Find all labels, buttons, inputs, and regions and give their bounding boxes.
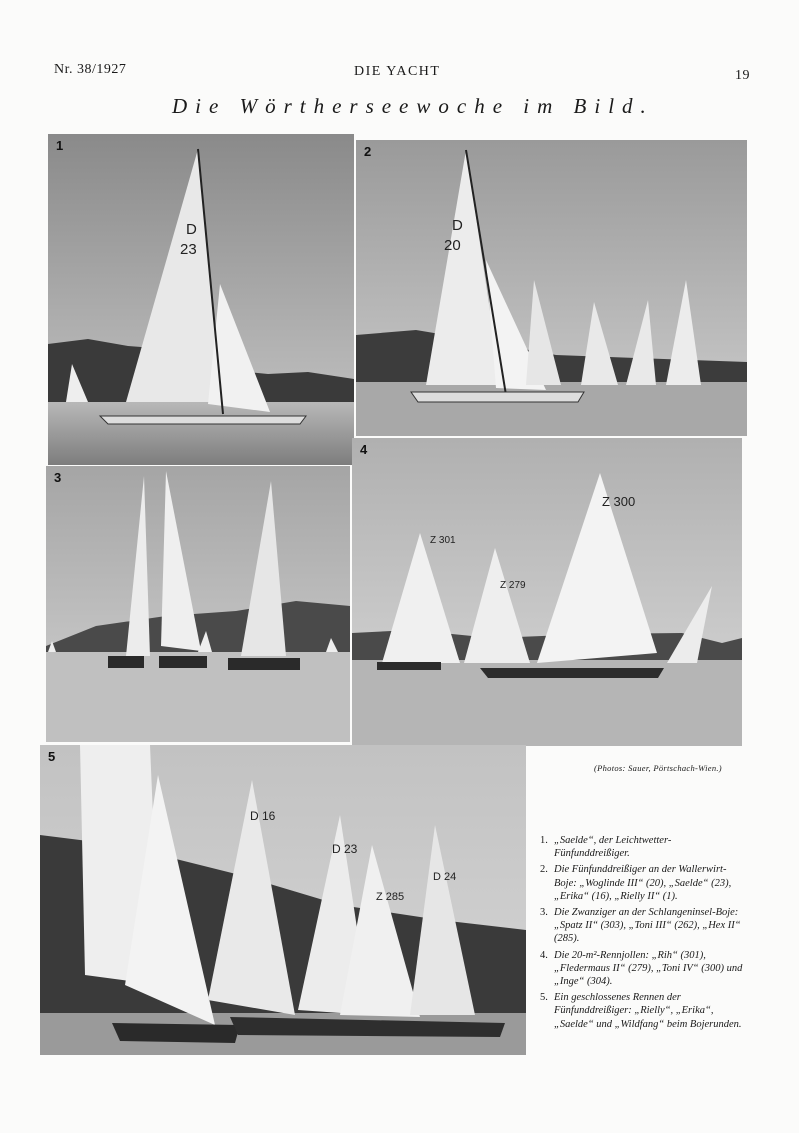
sail-label: D (452, 217, 463, 234)
photo-number: 4 (360, 442, 368, 457)
caption-number: 2. (540, 864, 548, 876)
sail-label: Z 279 (500, 580, 526, 591)
sail-label: Z 285 (376, 891, 405, 903)
caption-item (540, 834, 746, 860)
sail-label: 23 (180, 241, 197, 258)
caption-number: 1. (540, 835, 548, 846)
caption-list (540, 834, 746, 1034)
photo-number: 1 (56, 138, 64, 153)
photo-credit: (Photos: Sauer, Pörtschach-Wien.) (594, 763, 722, 773)
photo-2 (356, 140, 747, 436)
sail-label: 20 (444, 237, 461, 254)
caption-number: 4. (540, 949, 548, 961)
caption-number: 3. (540, 907, 548, 919)
page-number: 19 (735, 68, 750, 83)
photo-3 (46, 466, 350, 742)
photo-number: 3 (54, 470, 62, 485)
caption-text: Die 20-m²-Rennjollen: „Rih“ (301), „Fledermaus II“ (279), „Toni IV“ (300) und „Inge“ (304). (554, 949, 743, 988)
caption-item (540, 949, 746, 989)
caption-text: „Saelde“, der Leichtwetter-Fünfunddreißiger. (554, 835, 672, 860)
page-title: Die Wörtherseewoche im Bild. (172, 94, 654, 118)
photo-5 (40, 745, 526, 1055)
sail-label: D 16 (250, 809, 276, 823)
sail-label: Z 301 (430, 535, 456, 546)
caption-item (540, 991, 746, 1031)
sail-label: D (186, 221, 197, 238)
photo-number: 2 (364, 144, 372, 159)
issue-number: Nr. 38/1927 (54, 62, 127, 77)
photo-number: 5 (48, 749, 56, 764)
caption-item (540, 906, 746, 946)
caption-text: Die Zwanziger an der Schlangeninsel-Boje: „Spatz II“ (303), „Toni III“ (262), „Hex II“ (285). (554, 907, 741, 945)
sail-label: Z 300 (602, 494, 636, 509)
caption-item (540, 863, 746, 903)
caption-number: 5. (540, 992, 548, 1004)
caption-text: Die Fünfunddreißiger an der Wallerwirt-Boje: „Woglinde III“ (20), „Saelde“ (23), „Erika“ (16), „Rielly II“ (1). (554, 864, 732, 902)
caption-text: Ein geschlossenes Rennen der Fünfunddreißiger: „Rielly“, „Erika“, „Saelde“ und „Wildfang“ beim Bojerunden. (554, 992, 742, 1030)
magazine-title: DIE YACHT (354, 64, 441, 79)
sail-label: D 23 (332, 842, 358, 856)
sail-label: D 24 (433, 871, 457, 883)
photo-4 (352, 438, 742, 746)
photo-1 (48, 134, 354, 465)
